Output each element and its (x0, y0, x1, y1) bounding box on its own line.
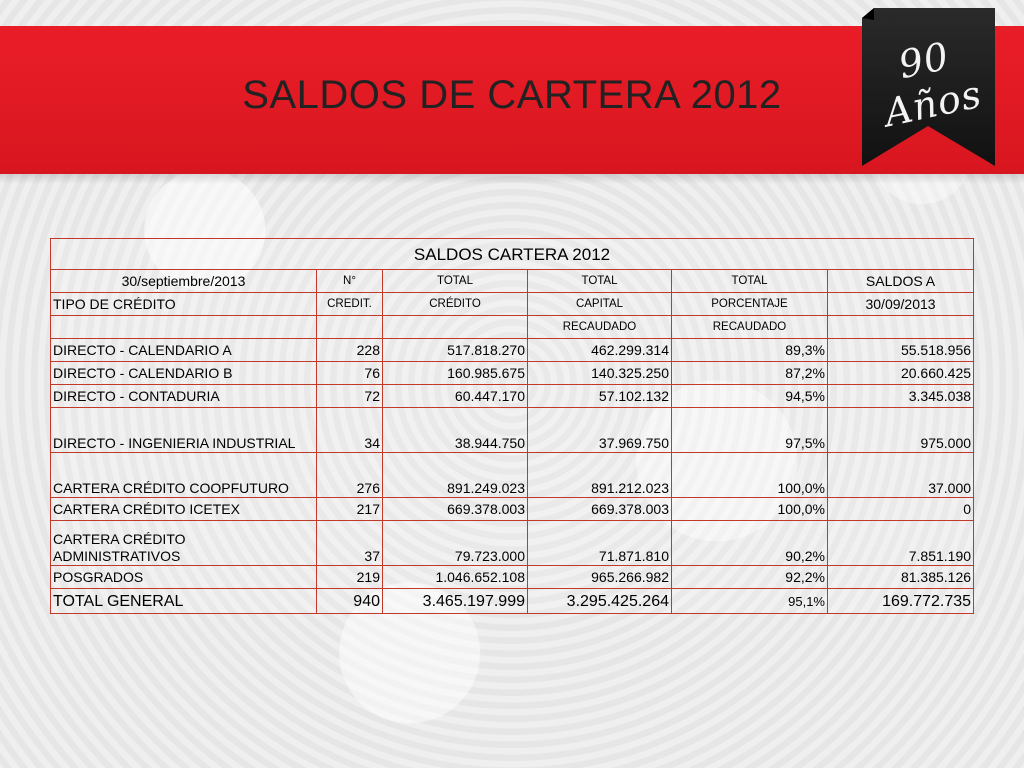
cell-saldo: 55.518.956 (828, 339, 974, 362)
cell-porcentaje: 100,0% (672, 498, 828, 521)
header-recaudado-1: RECAUDADO (528, 316, 672, 339)
cell-saldo: 20.660.425 (828, 362, 974, 385)
total-capital: 3.295.425.264 (528, 589, 672, 614)
header-empty-1 (51, 316, 317, 339)
header-porcentaje: PORCENTAJE (672, 293, 828, 316)
cell-total-credito: 60.447.170 (383, 385, 528, 408)
cell-capital: 71.871.810 (528, 521, 672, 566)
cell-porcentaje: 100,0% (672, 453, 828, 498)
cell-tipo: POSGRADOS (51, 566, 317, 589)
header-date-2: 30/09/2013 (828, 293, 974, 316)
cell-saldo: 975.000 (828, 408, 974, 453)
balances-table (50, 238, 974, 614)
cell-capital: 140.325.250 (528, 362, 672, 385)
cell-n: 34 (317, 408, 383, 453)
cell-n: 72 (317, 385, 383, 408)
table-title: SALDOS CARTERA 2012 (51, 239, 974, 270)
table-row (51, 566, 974, 589)
total-label: TOTAL GENERAL (51, 589, 317, 614)
header-recaudado-2: RECAUDADO (672, 316, 828, 339)
header-empty-2 (317, 316, 383, 339)
balances-table-container (50, 238, 973, 614)
cell-porcentaje: 87,2% (672, 362, 828, 385)
header-capital: CAPITAL (528, 293, 672, 316)
total-saldo: 169.772.735 (828, 589, 974, 614)
cell-total-credito: 38.944.750 (383, 408, 528, 453)
anniversary-badge-text: 90 Años (880, 33, 986, 136)
cell-tipo: DIRECTO - CONTADURIA (51, 385, 317, 408)
cell-tipo: DIRECTO - CALENDARIO A (51, 339, 317, 362)
cell-capital: 965.266.982 (528, 566, 672, 589)
cell-saldo: 7.851.190 (828, 521, 974, 566)
anniversary-ribbon (862, 8, 995, 166)
table-row (51, 498, 974, 521)
cell-n: 219 (317, 566, 383, 589)
total-porcentaje: 95,1% (672, 589, 828, 614)
cell-tipo: CARTERA CRÉDITO COOPFUTURO (51, 453, 317, 498)
cell-tipo: CARTERA CRÉDITO ICETEX (51, 498, 317, 521)
header-date: 30/septiembre/2013 (51, 270, 317, 293)
header-empty-3 (383, 316, 528, 339)
header-total-2: TOTAL (528, 270, 672, 293)
total-n: 940 (317, 589, 383, 614)
cell-total-credito: 79.723.000 (383, 521, 528, 566)
cell-porcentaje: 92,2% (672, 566, 828, 589)
table-row (51, 453, 974, 498)
header-saldos-a: SALDOS A (828, 270, 974, 293)
header-total-3: TOTAL (672, 270, 828, 293)
cell-tipo: DIRECTO - INGENIERIA INDUSTRIAL (51, 408, 317, 453)
cell-total-credito: 160.985.675 (383, 362, 528, 385)
cell-tipo: CARTERA CRÉDITO ADMINISTRATIVOS (51, 521, 317, 566)
table-row (51, 339, 974, 362)
cell-total-credito: 669.378.003 (383, 498, 528, 521)
header-empty-4 (828, 316, 974, 339)
cell-capital: 891.212.023 (528, 453, 672, 498)
table-row (51, 362, 974, 385)
header-n: N° (317, 270, 383, 293)
cell-n: 276 (317, 453, 383, 498)
header-row-1 (51, 270, 974, 293)
total-credito: 3.465.197.999 (383, 589, 528, 614)
page-title: SALDOS DE CARTERA 2012 (242, 73, 782, 117)
cell-porcentaje: 90,2% (672, 521, 828, 566)
cell-n: 76 (317, 362, 383, 385)
cell-porcentaje: 89,3% (672, 339, 828, 362)
header-credito: CRÉDITO (383, 293, 528, 316)
cell-total-credito: 891.249.023 (383, 453, 528, 498)
cell-n: 37 (317, 521, 383, 566)
cell-capital: 37.969.750 (528, 408, 672, 453)
cell-porcentaje: 94,5% (672, 385, 828, 408)
cell-porcentaje: 97,5% (672, 408, 828, 453)
cell-saldo: 3.345.038 (828, 385, 974, 408)
cell-total-credito: 517.818.270 (383, 339, 528, 362)
cell-tipo: DIRECTO - CALENDARIO B (51, 362, 317, 385)
cell-n: 228 (317, 339, 383, 362)
table-title-row (51, 239, 974, 270)
header-tipo-credito: TIPO DE CRÉDITO (51, 293, 317, 316)
table-row (51, 385, 974, 408)
cell-n: 217 (317, 498, 383, 521)
cell-total-credito: 1.046.652.108 (383, 566, 528, 589)
cell-saldo: 81.385.126 (828, 566, 974, 589)
header-total-1: TOTAL (383, 270, 528, 293)
table-row (51, 521, 974, 566)
header-row-3 (51, 316, 974, 339)
header-credit: CREDIT. (317, 293, 383, 316)
header-row-2 (51, 293, 974, 316)
cell-saldo: 0 (828, 498, 974, 521)
cell-saldo: 37.000 (828, 453, 974, 498)
cell-capital: 669.378.003 (528, 498, 672, 521)
table-row (51, 408, 974, 453)
total-row (51, 589, 974, 614)
cell-capital: 57.102.132 (528, 385, 672, 408)
cell-capital: 462.299.314 (528, 339, 672, 362)
